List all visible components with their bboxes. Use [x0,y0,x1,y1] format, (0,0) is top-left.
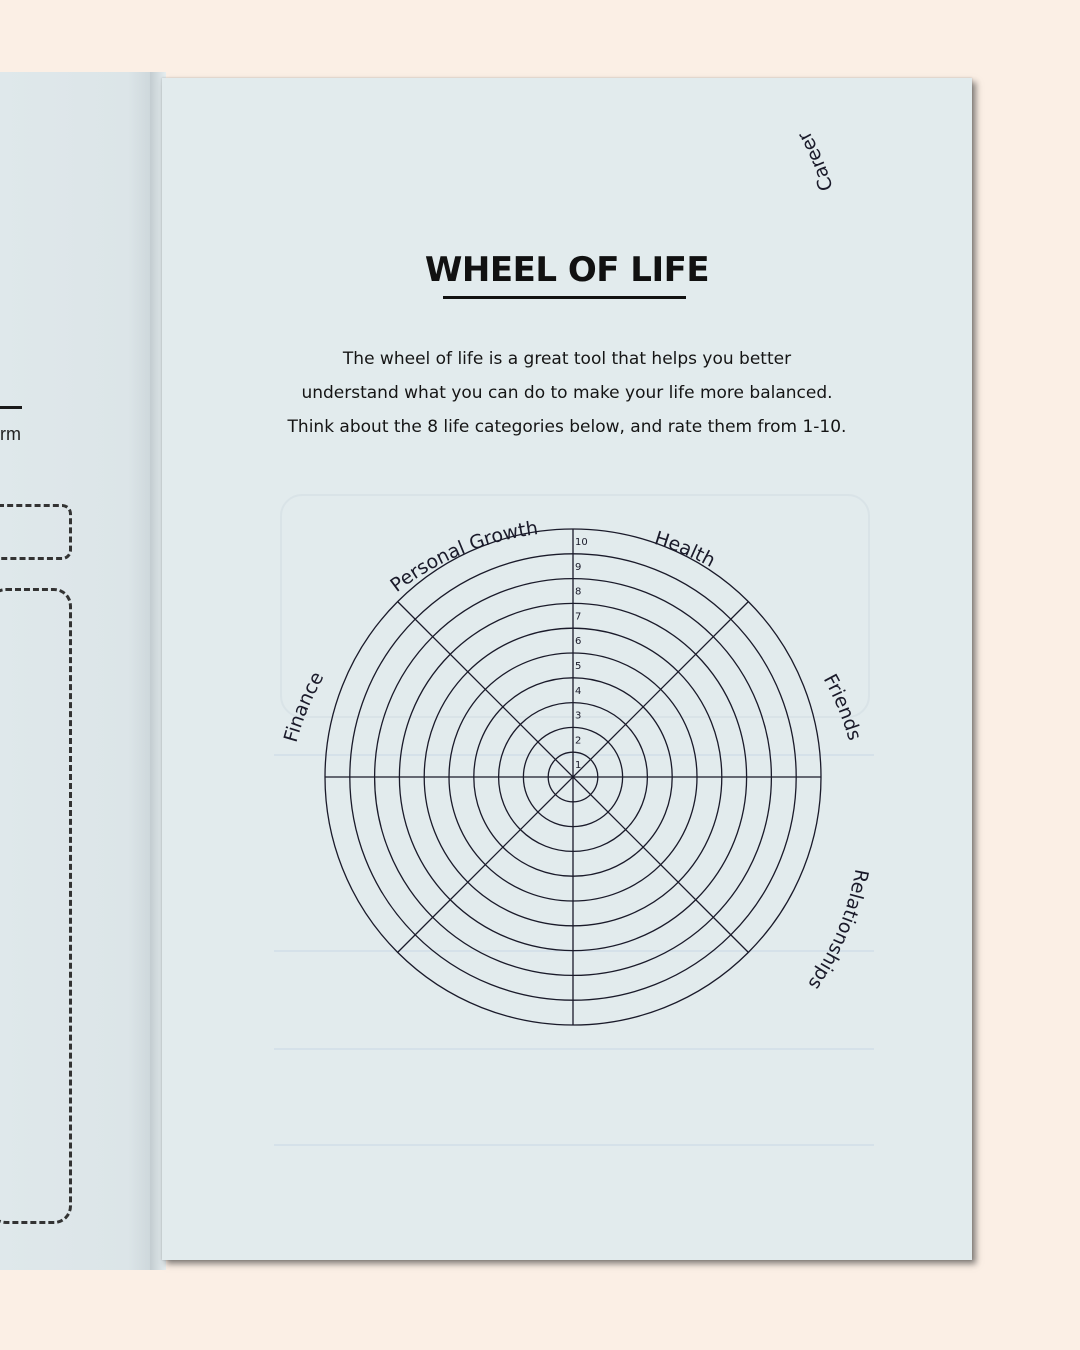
scale-label: 6 [575,636,582,648]
scale-label: 1 [575,760,582,772]
wheel-categories [280,78,873,994]
wheel-spokes [325,529,821,1025]
scale-label: 2 [575,735,582,747]
category-label: Finance [279,668,329,745]
intro-line: understand what you can do to make your life more balanced. [301,383,833,403]
scale-label: 7 [575,611,582,623]
left-dashed-box-small [0,504,72,560]
left-heading-rule [0,406,22,409]
category-label: Personal Growth [386,517,540,597]
category-label: Health [651,527,719,572]
scale-label: 3 [575,710,582,722]
scale-label: 9 [575,561,582,573]
wheel-of-life [162,78,972,1260]
scale-label: 10 [575,537,588,548]
left-partial-text: rm [0,424,21,444]
left-page [0,72,160,1270]
page-title: WHEEL OF LIFE [424,250,710,290]
scale-label: 8 [575,586,582,598]
category-label: Career [793,127,838,194]
category-label: Relationships [803,867,873,994]
right-page [162,78,972,1260]
category-label: Friends [818,670,866,743]
intro-line: Think about the 8 life categories below, and rate them from 1-10. [287,417,847,437]
intro-line: The wheel of life is a great tool that helps you better [342,349,792,369]
left-dashed-box-large [0,588,72,1224]
scale-label: 5 [575,661,582,672]
scale-label: 4 [575,685,582,697]
